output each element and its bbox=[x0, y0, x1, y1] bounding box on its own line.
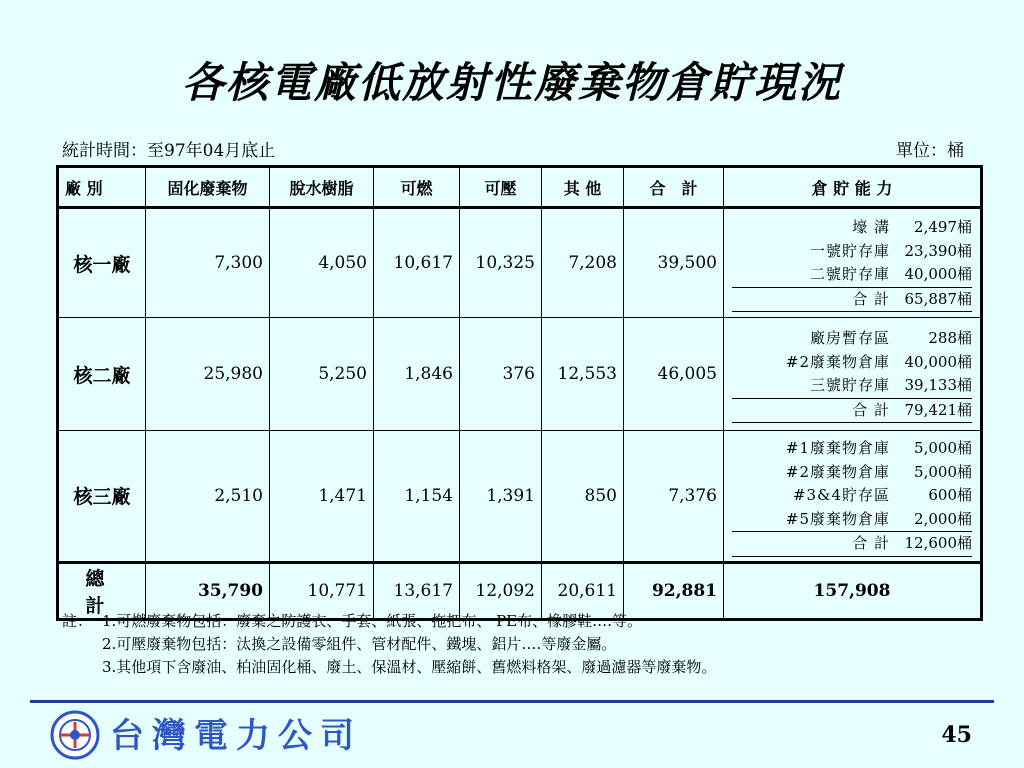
cell-value: 7,208 bbox=[542, 208, 624, 318]
plant-name: 核三廠 bbox=[58, 431, 146, 563]
storage-total-line: 合 計 79,421桶 bbox=[732, 399, 972, 424]
table-row bbox=[58, 208, 982, 318]
total-value: 35,790 bbox=[146, 562, 270, 619]
storage-line: 一號貯存庫 23,390桶 bbox=[809, 241, 972, 260]
header-subtotal: 合 計 bbox=[624, 167, 724, 208]
total-storage-capacity: 157,908 bbox=[724, 562, 982, 619]
unit-label: 單位：桶 bbox=[896, 141, 964, 161]
storage-total-line: 合 計 12,600桶 bbox=[732, 532, 972, 557]
storage-capacity-cell bbox=[724, 208, 982, 318]
cell-subtotal: 39,500 bbox=[624, 208, 724, 318]
page-number: 45 bbox=[941, 722, 972, 748]
header-resin: 脫水樹脂 bbox=[270, 167, 374, 208]
cell-value: 2,510 bbox=[146, 431, 270, 563]
cell-value: 12,553 bbox=[542, 318, 624, 431]
stat-time: 統計時間：至97年04月底止 bbox=[62, 141, 276, 161]
cell-value: 7,300 bbox=[146, 208, 270, 318]
storage-line: 二號貯存庫 40,000桶 bbox=[732, 263, 972, 288]
header-plant: 廠 別 bbox=[58, 167, 146, 208]
cell-subtotal: 7,376 bbox=[624, 431, 724, 563]
storage-line: #3&4貯存區 600桶 bbox=[792, 486, 972, 504]
cell-value: 1,846 bbox=[374, 318, 460, 431]
storage-capacity-cell bbox=[724, 318, 982, 431]
table-header-row bbox=[58, 167, 982, 208]
header-combustible: 可燃 bbox=[374, 167, 460, 208]
cell-value: 1,471 bbox=[270, 431, 374, 563]
cell-value: 10,617 bbox=[374, 208, 460, 318]
total-label: 總 計 bbox=[58, 562, 146, 619]
header-solidified: 固化廢棄物 bbox=[146, 167, 270, 208]
storage-line: 三號貯存庫 39,133桶 bbox=[732, 374, 972, 399]
cell-value: 5,250 bbox=[270, 318, 374, 431]
storage-line: #1廢棄物倉庫 5,000桶 bbox=[785, 439, 972, 457]
plant-name: 核二廠 bbox=[58, 318, 146, 431]
storage-line: #5廢棄物倉庫 2,000桶 bbox=[732, 508, 972, 533]
note-item: 1.可燃廢棄物包括：廢棄之防護衣、手套、紙張、拖把布、 PE布、橡膠鞋‥‥等。 bbox=[102, 612, 643, 630]
cell-value: 25,980 bbox=[146, 318, 270, 431]
storage-total-line: 合 計 65,887桶 bbox=[732, 288, 972, 313]
total-value: 13,617 bbox=[374, 562, 460, 619]
storage-table bbox=[56, 165, 983, 621]
cell-value: 1,391 bbox=[460, 431, 542, 563]
total-value: 10,771 bbox=[270, 562, 374, 619]
cell-value: 376 bbox=[460, 318, 542, 431]
cell-value: 4,050 bbox=[270, 208, 374, 318]
total-value: 20,611 bbox=[542, 562, 624, 619]
cell-value: 850 bbox=[542, 431, 624, 563]
table-row bbox=[58, 431, 982, 563]
footer-divider bbox=[30, 700, 994, 703]
cell-value: 1,154 bbox=[374, 431, 460, 563]
storage-capacity-cell bbox=[724, 431, 982, 563]
storage-line: #2廢棄物倉庫 5,000桶 bbox=[785, 462, 972, 481]
total-value: 12,092 bbox=[460, 562, 542, 619]
table-row bbox=[58, 318, 982, 431]
page-title: 各核電廠低放射性廢棄物倉貯現況 bbox=[181, 58, 842, 107]
header-compressible: 可壓 bbox=[460, 167, 542, 208]
header-capacity: 倉 貯 能 力 bbox=[724, 167, 982, 208]
plant-name: 核一廠 bbox=[58, 208, 146, 318]
notes-head: 註： bbox=[62, 612, 93, 630]
company-name: 台灣電力公司 bbox=[110, 716, 362, 756]
cell-value: 10,325 bbox=[460, 208, 542, 318]
grand-total: 92,881 bbox=[624, 562, 724, 619]
header-other: 其 他 bbox=[542, 167, 624, 208]
storage-line: 廠房暫存區 288桶 bbox=[809, 329, 972, 347]
notes bbox=[62, 610, 716, 679]
cell-subtotal: 46,005 bbox=[624, 318, 724, 431]
note-item: 2.可壓廢棄物包括：汰換之設備零組件、管材配件、鐵塊、鋁片‥‥等廢金屬。 bbox=[102, 635, 617, 653]
taipower-logo-icon bbox=[50, 710, 100, 760]
storage-line: 壕 溝 2,497桶 bbox=[852, 218, 972, 236]
note-item: 3.其他項下含廢油、柏油固化桶、廢土、保溫材、壓縮餅、舊燃料格架、廢過濾器等廢棄物。 bbox=[102, 658, 717, 676]
storage-line: #2廢棄物倉庫 40,000桶 bbox=[785, 352, 972, 371]
